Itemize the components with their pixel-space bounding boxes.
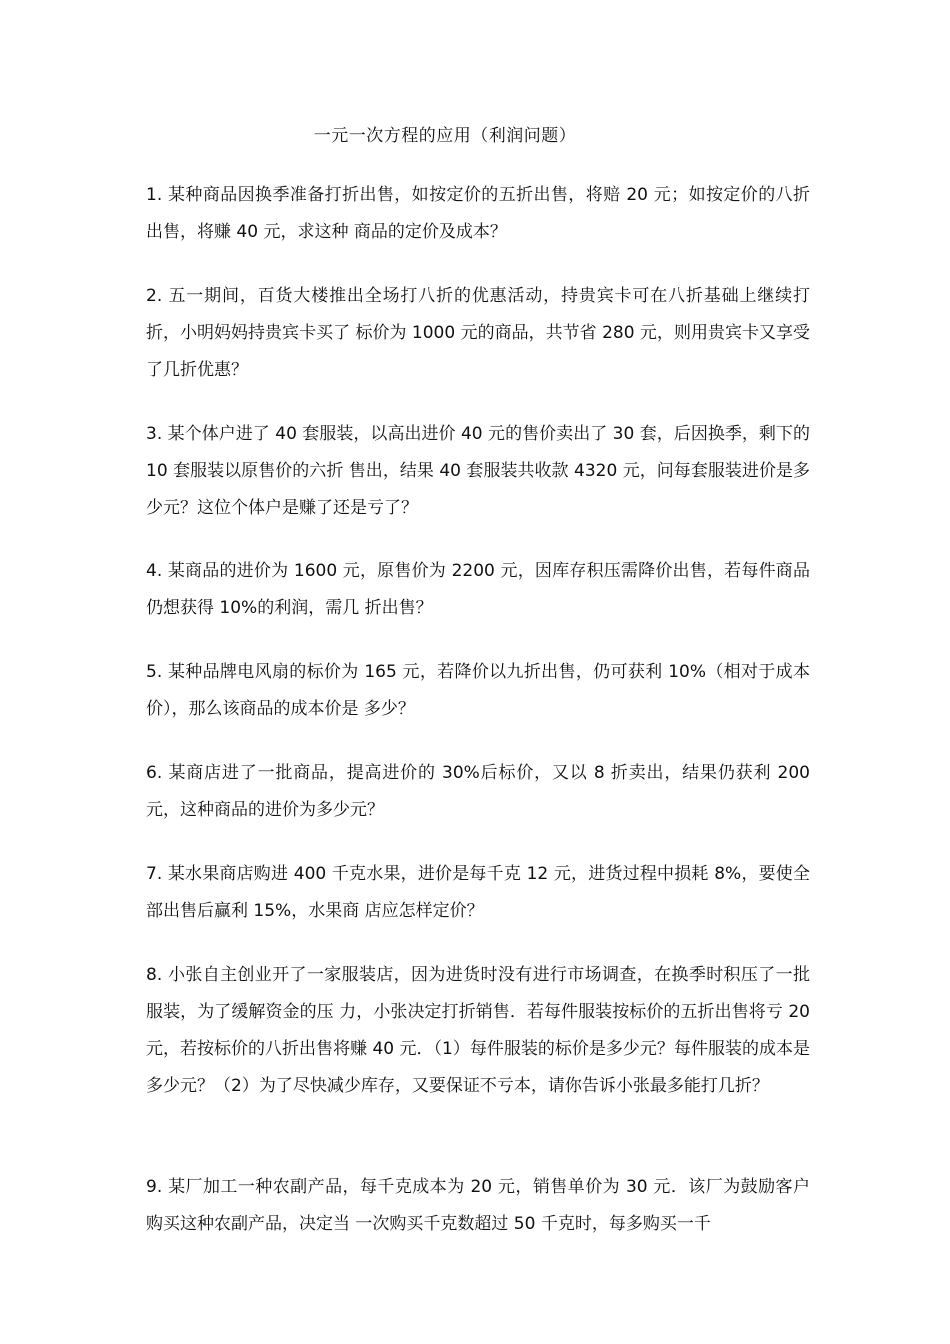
problem-7: 7. 某水果商店购进 400 千克水果，进价是每千克 12 元，进货过程中损耗 8%，要使全部出售后赢利 15%，水果商 店应怎样定价？ [146,864,810,921]
problem-1: 1. 某种商品因换季准备打折出售，如按定价的五折出售，将赔 20 元；如按定价的八折出售，将赚 40 元，求这种 商品的定价及成本？ [146,185,810,242]
problem-8: 8. 小张自主创业开了一家服装店，因为进货时没有进行市场调查，在换季时积压了一批服装，为了缓解资金的压 力，小张决定打折销售．若每件服装按标价的五折出售将亏 20 元，若按标价的八折出售将赚 40 元．（1）每件服装的标价是多少元？每件服装的成本是多少元？（2）为了尽快减少库存，又要保证不亏本，请你告诉小张最多能打几折？ [146,965,810,1096]
document-title: 一元一次方程的应用（利润问题） [313,126,577,146]
problem-3: 3. 某个体户进了 40 套服装，以高出进价 40 元的售价卖出了 30 套，后因换季，剩下的 10 套服装以原售价的六折 售出，结果 40 套服装共收款 4320 元，问每套服装进价是多少元？这位个体户是赚了还是亏了？ [146,424,810,518]
problem-4: 4. 某商品的进价为 1600 元，原售价为 2200 元，因库存积压需降价出售，若每件商品仍想获得 10%的利润，需几 折出售？ [146,561,810,618]
problem-5: 5. 某种品牌电风扇的标价为 165 元，若降价以九折出售，仍可获利 10%（相对于成本价），那么该商品的成本价是 多少？ [146,662,810,719]
problem-6: 6. 某商店进了一批商品，提高进价的 30%后标价，又以 8 折卖出，结果仍获利 200 元，这种商品的进价为多少元？ [146,763,810,820]
problem-2: 2. 五一期间，百货大楼推出全场打八折的优惠活动，持贵宾卡可在八折基础上继续打折，小明妈妈持贵宾卡买了 标价为 1000 元的商品，共节省 280 元，则用贵宾卡又享受了几折优惠？ [146,286,810,380]
problem-9: 9. 某厂加工一种农副产品，每千克成本为 20 元，销售单价为 30 元．该厂为鼓励客户购买这种农副产品，决定当 一次购买千克数超过 50 千克时，每多购买一千 [146,1177,810,1234]
